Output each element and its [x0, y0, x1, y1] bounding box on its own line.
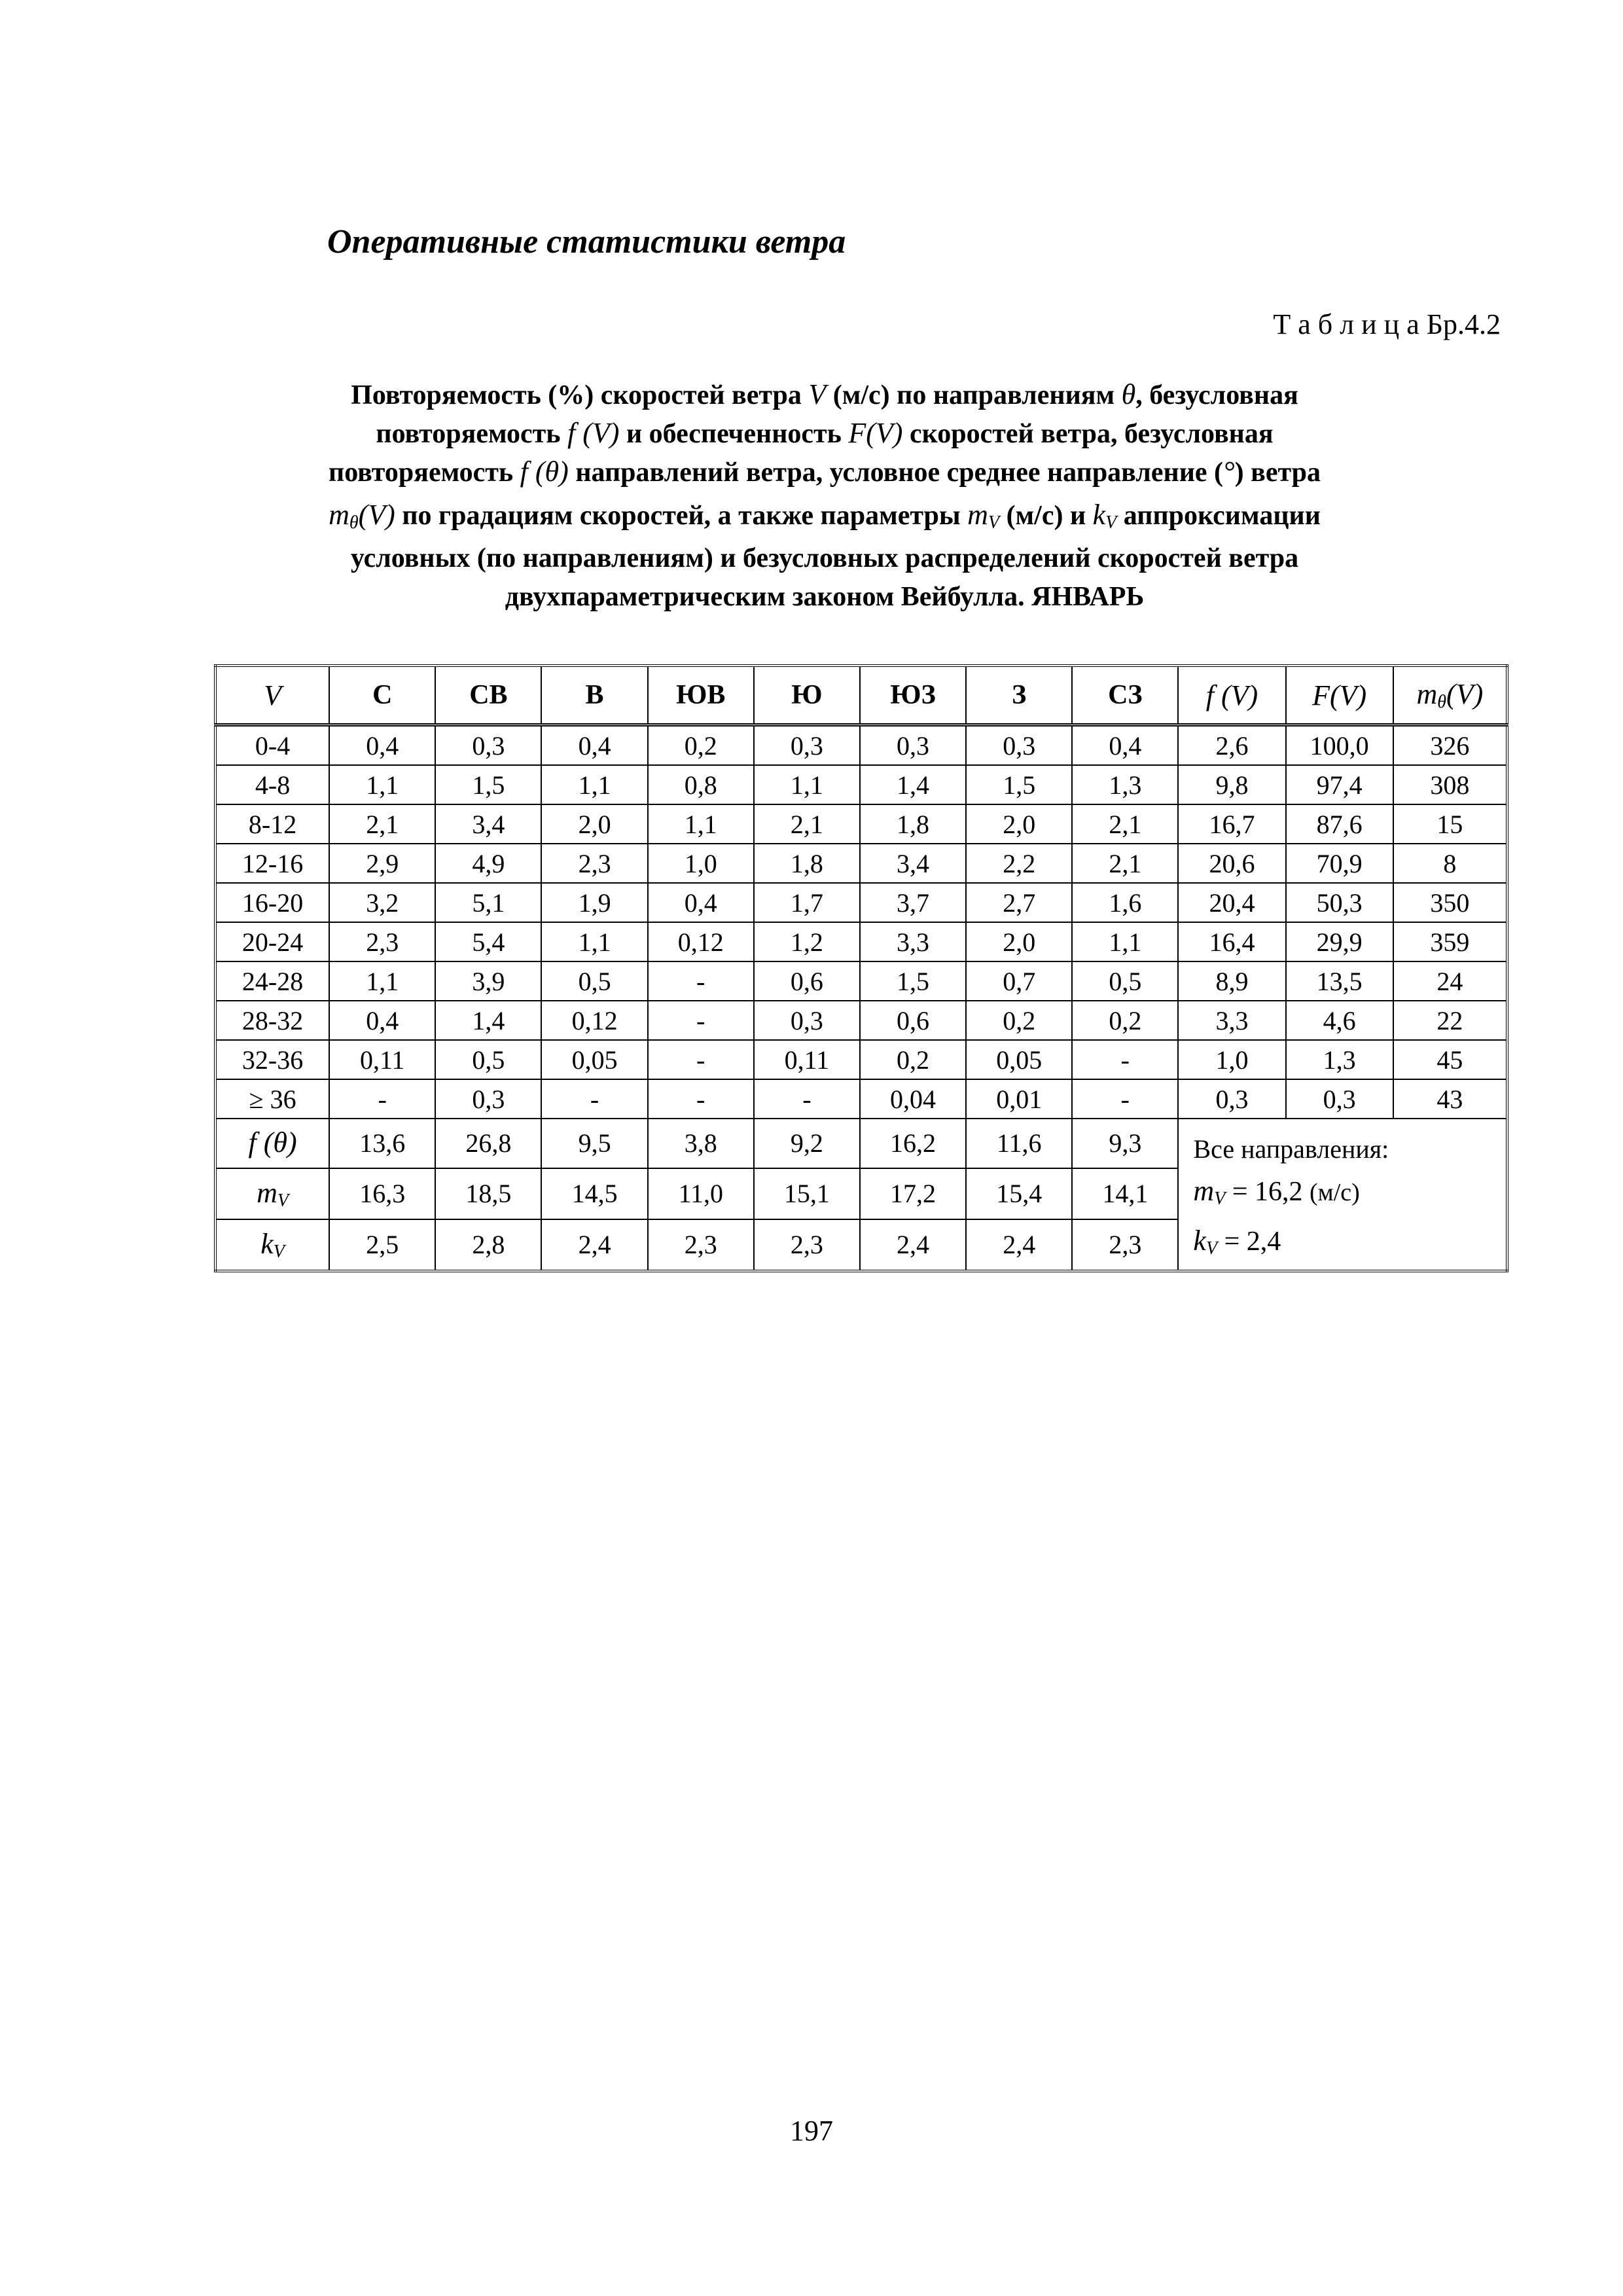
- mean-direction-cell: 8: [1393, 844, 1507, 883]
- frequency-cell: 0,8: [648, 765, 754, 804]
- frequency-cell: 0,4: [1072, 725, 1178, 766]
- frequency-cell: 0,2: [966, 1001, 1072, 1040]
- mean-direction-cell: 45: [1393, 1040, 1507, 1079]
- stat-cell: 2,3: [1072, 1219, 1178, 1271]
- stat-label: f (θ): [215, 1119, 329, 1168]
- frequency-cell: -: [1072, 1079, 1178, 1119]
- frequency-cell: 0,6: [860, 1001, 966, 1040]
- fv-cell: 8,9: [1178, 961, 1285, 1001]
- all-directions-summary: [1178, 1119, 1507, 1271]
- summary-kv: $k_V = 2,4$: [1193, 1225, 1281, 1259]
- table-row: [215, 804, 1507, 844]
- stat-cell: 9,2: [754, 1119, 860, 1168]
- fv-cell: 3,3: [1178, 1001, 1285, 1040]
- frequency-cell: 0,3: [754, 1001, 860, 1040]
- speed-gradation: 4-8: [215, 765, 329, 804]
- caption-line-4: $m_\theta(V)$ по градациям скоростей, а также параметры $m_V$ (м/с) и $k_V$ аппроксимации: [329, 499, 1321, 533]
- frequency-cell: 2,0: [541, 804, 647, 844]
- mean-direction-cell: 359: [1393, 922, 1507, 961]
- mean-direction-cell: 326: [1393, 725, 1507, 766]
- summary-mv: $m_V = 16,2$ (м/с): [1193, 1175, 1360, 1209]
- frequency-cell: 0,4: [329, 1001, 435, 1040]
- frequency-cell: 0,11: [329, 1040, 435, 1079]
- frequency-cell: 0,7: [966, 961, 1072, 1001]
- header-fv: f (V): [1178, 666, 1285, 725]
- frequency-cell: 3,2: [329, 883, 435, 922]
- frequency-cell: -: [329, 1079, 435, 1119]
- frequency-cell: -: [648, 1079, 754, 1119]
- speed-gradation: 24-28: [215, 961, 329, 1001]
- stat-cell: 11,0: [648, 1168, 754, 1219]
- stat-label: $k_V$: [215, 1219, 329, 1271]
- frequency-cell: 1,1: [1072, 922, 1178, 961]
- frequency-cell: 0,2: [860, 1040, 966, 1079]
- frequency-cell: 0,5: [435, 1040, 541, 1079]
- stat-cell: 11,6: [966, 1119, 1072, 1168]
- frequency-cell: 0,3: [435, 725, 541, 766]
- stat-cell: 2,3: [754, 1219, 860, 1271]
- caption-line-5: условных (по направлениям) и безусловных распределений скоростей ветра: [350, 543, 1299, 573]
- header-mean-direction: $m_\theta(V)$: [1393, 666, 1507, 725]
- table-row: [215, 883, 1507, 922]
- frequency-cell: 2,0: [966, 804, 1072, 844]
- stat-cell: 17,2: [860, 1168, 966, 1219]
- wind-statistics-table: [214, 664, 1508, 1272]
- speed-gradation: 20-24: [215, 922, 329, 961]
- frequency-cell: 1,9: [541, 883, 647, 922]
- frequency-cell: 1,1: [541, 765, 647, 804]
- frequency-cell: 0,4: [541, 725, 647, 766]
- frequency-cell: 0,12: [648, 922, 754, 961]
- table-row: [215, 922, 1507, 961]
- stat-cell: 26,8: [435, 1119, 541, 1168]
- mean-direction-cell: 24: [1393, 961, 1507, 1001]
- frequency-cell: 0,3: [860, 725, 966, 766]
- table-row: [215, 1040, 1507, 1079]
- stat-cell: 15,1: [754, 1168, 860, 1219]
- caption-line-1: Повторяемость (%) скоростей ветра V (м/с) по направлениям θ, безусловная: [351, 378, 1298, 410]
- frequency-cell: 0,6: [754, 961, 860, 1001]
- frequency-cell: 0,2: [1072, 1001, 1178, 1040]
- frequency-cell: 1,1: [329, 961, 435, 1001]
- fv-cell: 20,6: [1178, 844, 1285, 883]
- mean-direction-cell: 350: [1393, 883, 1507, 922]
- frequency-cell: 5,1: [435, 883, 541, 922]
- section-heading: Оперативные статистики ветра: [327, 223, 846, 260]
- header-row: [215, 666, 1507, 725]
- speed-gradation: 12-16: [215, 844, 329, 883]
- header-direction: З: [966, 666, 1072, 725]
- frequency-cell: 0,3: [966, 725, 1072, 766]
- stat-label: $m_V$: [215, 1168, 329, 1219]
- fv-cell: 9,8: [1178, 765, 1285, 804]
- frequency-cell: -: [648, 1040, 754, 1079]
- stat-cell: 2,3: [648, 1219, 754, 1271]
- frequency-cell: 3,9: [435, 961, 541, 1001]
- mean-direction-cell: 43: [1393, 1079, 1507, 1119]
- speed-gradation: 0-4: [215, 725, 329, 766]
- frequency-cell: 1,8: [754, 844, 860, 883]
- frequency-cell: 2,3: [329, 922, 435, 961]
- cap-fv-cell: 97,4: [1286, 765, 1393, 804]
- cap-fv-cell: 87,6: [1286, 804, 1393, 844]
- cap-fv-cell: 13,5: [1286, 961, 1393, 1001]
- mean-direction-cell: 15: [1393, 804, 1507, 844]
- header-direction: СВ: [435, 666, 541, 725]
- fv-cell: 2,6: [1178, 725, 1285, 766]
- table-row: [215, 725, 1507, 766]
- header-direction: С: [329, 666, 435, 725]
- frequency-cell: -: [648, 1001, 754, 1040]
- cap-fv-cell: 1,3: [1286, 1040, 1393, 1079]
- frequency-cell: 0,01: [966, 1079, 1072, 1119]
- stat-cell: 15,4: [966, 1168, 1072, 1219]
- mean-direction-cell: 22: [1393, 1001, 1507, 1040]
- speed-gradation: 8-12: [215, 804, 329, 844]
- frequency-cell: -: [541, 1079, 647, 1119]
- stat-cell: 2,5: [329, 1219, 435, 1271]
- frequency-cell: 1,2: [754, 922, 860, 961]
- table-caption: [196, 373, 1453, 614]
- frequency-cell: 2,1: [754, 804, 860, 844]
- frequency-cell: -: [754, 1079, 860, 1119]
- cap-fv-cell: 50,3: [1286, 883, 1393, 922]
- frequency-cell: 3,7: [860, 883, 966, 922]
- frequency-cell: 0,3: [754, 725, 860, 766]
- page-number: 197: [790, 2115, 833, 2147]
- cap-fv-cell: 100,0: [1286, 725, 1393, 766]
- frequency-cell: 1,4: [860, 765, 966, 804]
- frequency-cell: 0,12: [541, 1001, 647, 1040]
- frequency-cell: -: [1072, 1040, 1178, 1079]
- table-row: [215, 1079, 1507, 1119]
- frequency-cell: 0,4: [648, 883, 754, 922]
- frequency-cell: 2,1: [1072, 804, 1178, 844]
- fv-cell: 20,4: [1178, 883, 1285, 922]
- speed-gradation: 16-20: [215, 883, 329, 922]
- speed-gradation: 32-36: [215, 1040, 329, 1079]
- stat-cell: 2,4: [860, 1219, 966, 1271]
- frequency-cell: 1,0: [648, 844, 754, 883]
- caption-line-3: повторяемость f (θ) направлений ветра, условное среднее направление (°) ветра: [329, 456, 1321, 488]
- frequency-cell: 1,8: [860, 804, 966, 844]
- header-direction: СЗ: [1072, 666, 1178, 725]
- stat-cell: 3,8: [648, 1119, 754, 1168]
- frequency-cell: 0,11: [754, 1040, 860, 1079]
- stat-cell: 14,5: [541, 1168, 647, 1219]
- frequency-cell: 1,1: [754, 765, 860, 804]
- caption-line-6: двухпараметрическим законом Вейбулла. ЯНВАРЬ: [505, 582, 1145, 612]
- frequency-cell: 1,5: [860, 961, 966, 1001]
- stat-row: [215, 1119, 1507, 1168]
- stat-cell: 13,6: [329, 1119, 435, 1168]
- header-cap-fv: F(V): [1286, 666, 1393, 725]
- frequency-cell: 2,7: [966, 883, 1072, 922]
- frequency-cell: 3,3: [860, 922, 966, 961]
- frequency-cell: 0,3: [435, 1079, 541, 1119]
- frequency-cell: 3,4: [435, 804, 541, 844]
- frequency-cell: 0,5: [1072, 961, 1178, 1001]
- header-speed: V: [215, 666, 329, 725]
- frequency-cell: 1,5: [435, 765, 541, 804]
- stat-cell: 9,3: [1072, 1119, 1178, 1168]
- cap-fv-cell: 4,6: [1286, 1001, 1393, 1040]
- speed-gradation: 28-32: [215, 1001, 329, 1040]
- table-row: [215, 844, 1507, 883]
- fv-cell: 1,0: [1178, 1040, 1285, 1079]
- frequency-cell: 1,5: [966, 765, 1072, 804]
- cap-fv-cell: 0,3: [1286, 1079, 1393, 1119]
- fv-cell: 0,3: [1178, 1079, 1285, 1119]
- stat-cell: 18,5: [435, 1168, 541, 1219]
- frequency-cell: 5,4: [435, 922, 541, 961]
- frequency-cell: 0,5: [541, 961, 647, 1001]
- frequency-cell: 1,1: [541, 922, 647, 961]
- stat-cell: 9,5: [541, 1119, 647, 1168]
- frequency-cell: 1,1: [329, 765, 435, 804]
- summary-title: Все направления:: [1193, 1134, 1389, 1164]
- frequency-cell: 1,7: [754, 883, 860, 922]
- header-direction: ЮЗ: [860, 666, 966, 725]
- header-direction: Ю: [754, 666, 860, 725]
- frequency-cell: 2,9: [329, 844, 435, 883]
- header-direction: ЮВ: [648, 666, 754, 725]
- header-direction: В: [541, 666, 647, 725]
- frequency-cell: 2,3: [541, 844, 647, 883]
- caption-line-2: повторяемость f (V) и обеспеченность F(V) скоростей ветра, безусловная: [376, 417, 1274, 449]
- speed-gradation: ≥ 36: [215, 1079, 329, 1119]
- frequency-cell: 2,1: [1072, 844, 1178, 883]
- frequency-cell: 1,3: [1072, 765, 1178, 804]
- frequency-cell: 1,1: [648, 804, 754, 844]
- frequency-cell: 2,0: [966, 922, 1072, 961]
- stat-cell: 2,8: [435, 1219, 541, 1271]
- frequency-cell: 0,05: [541, 1040, 647, 1079]
- frequency-cell: 2,1: [329, 804, 435, 844]
- stat-cell: 16,2: [860, 1119, 966, 1168]
- table-row: [215, 1001, 1507, 1040]
- stat-cell: 2,4: [966, 1219, 1072, 1271]
- frequency-cell: 1,6: [1072, 883, 1178, 922]
- frequency-cell: 0,05: [966, 1040, 1072, 1079]
- stat-cell: 16,3: [329, 1168, 435, 1219]
- mean-direction-cell: 308: [1393, 765, 1507, 804]
- frequency-cell: 0,2: [648, 725, 754, 766]
- cap-fv-cell: 70,9: [1286, 844, 1393, 883]
- stat-cell: 14,1: [1072, 1168, 1178, 1219]
- frequency-cell: 0,04: [860, 1079, 966, 1119]
- table-row: [215, 765, 1507, 804]
- frequency-cell: 2,2: [966, 844, 1072, 883]
- frequency-cell: 3,4: [860, 844, 966, 883]
- table-number: Т а б л и ц а Бр.4.2: [1273, 308, 1501, 340]
- frequency-cell: -: [648, 961, 754, 1001]
- fv-cell: 16,4: [1178, 922, 1285, 961]
- frequency-cell: 4,9: [435, 844, 541, 883]
- cap-fv-cell: 29,9: [1286, 922, 1393, 961]
- fv-cell: 16,7: [1178, 804, 1285, 844]
- frequency-cell: 0,4: [329, 725, 435, 766]
- frequency-cell: 1,4: [435, 1001, 541, 1040]
- stat-cell: 2,4: [541, 1219, 647, 1271]
- table-row: [215, 961, 1507, 1001]
